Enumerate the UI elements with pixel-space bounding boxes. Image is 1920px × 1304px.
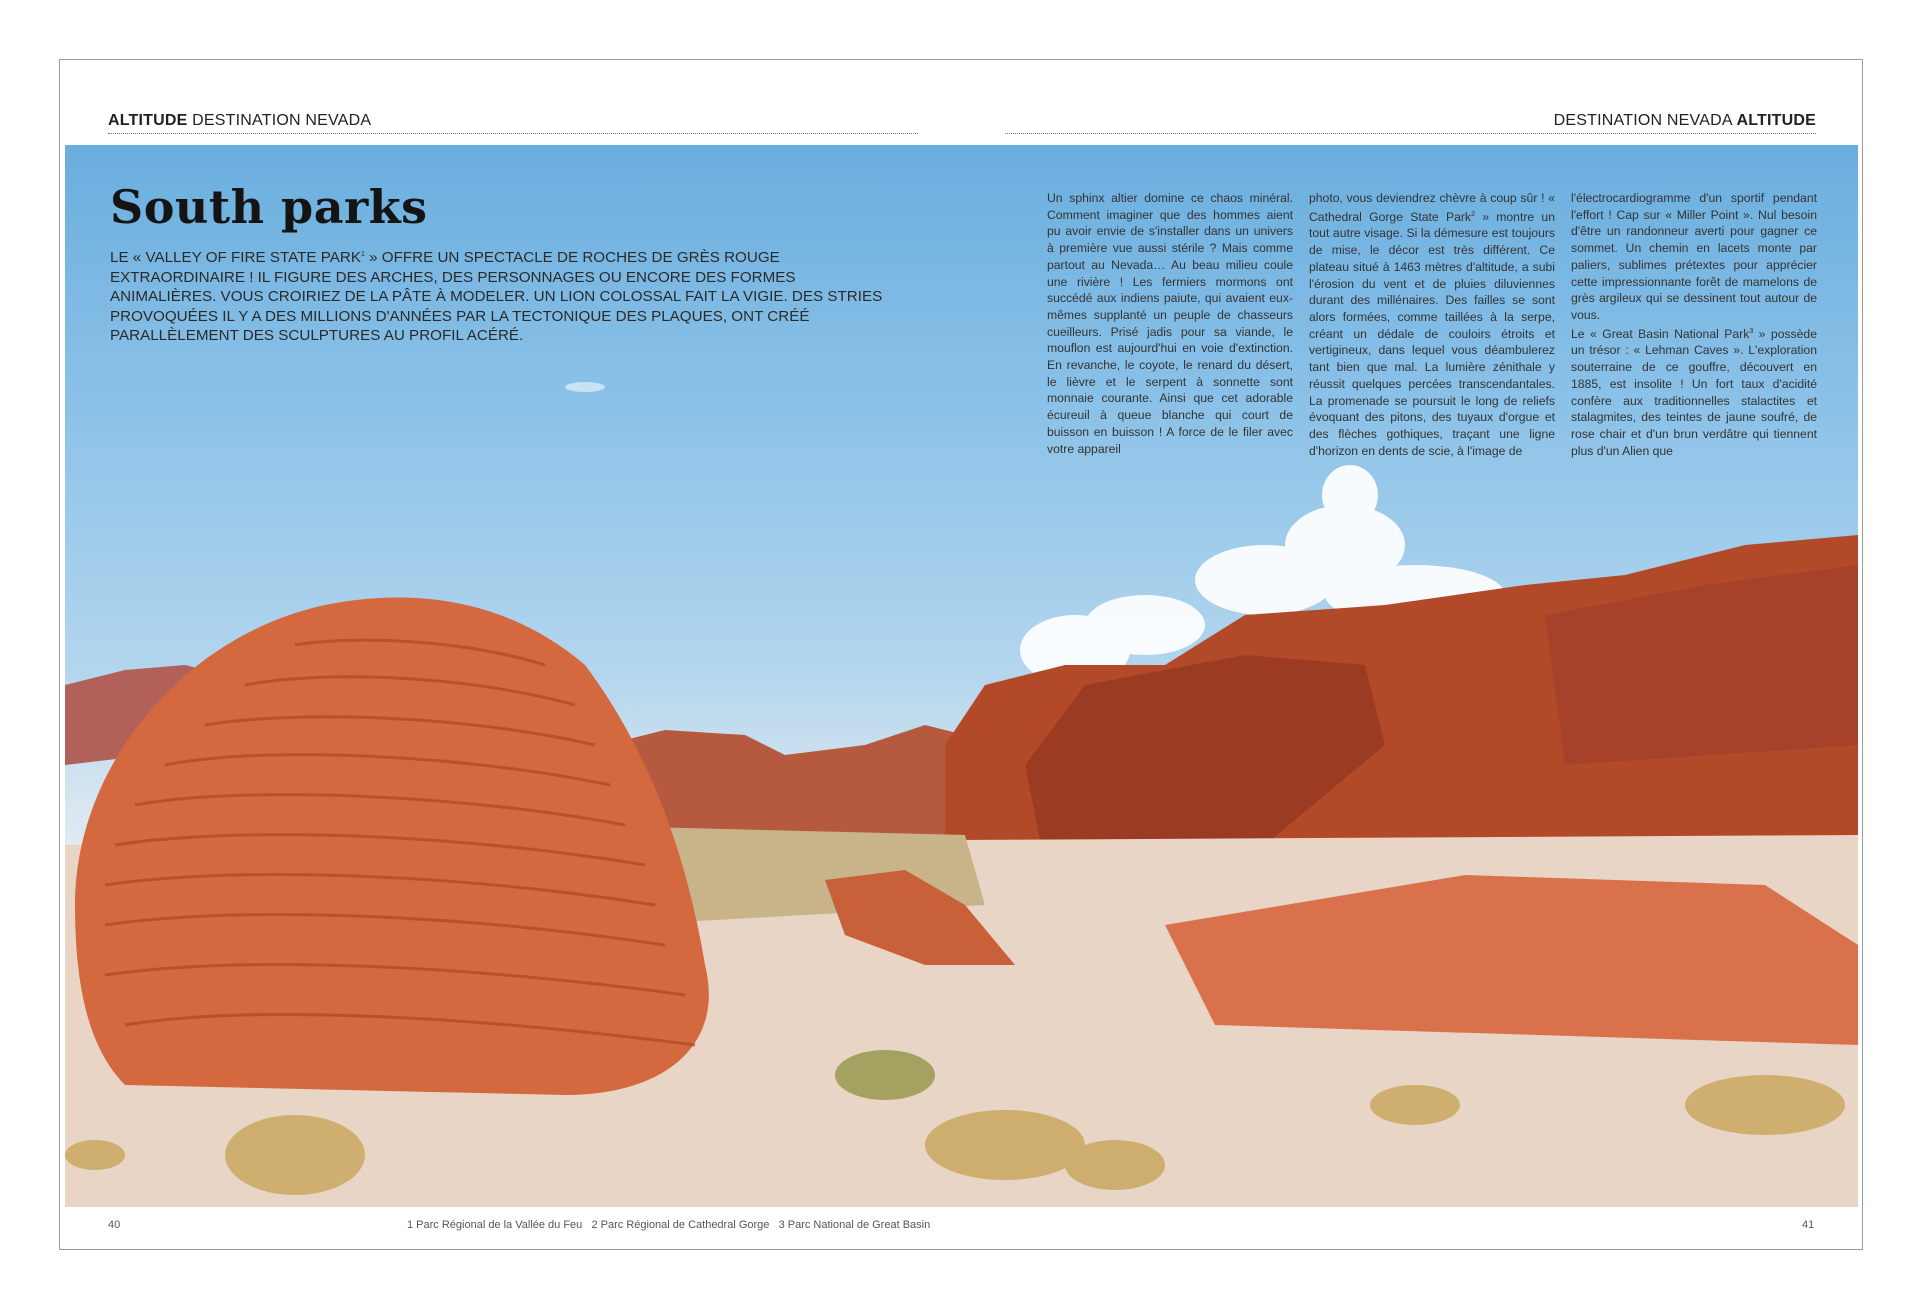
- body-column-2: photo, vous deviendrez chèvre à coup sûr ! « Cathedral Gorge State Park$^2$ » montre un tout autre visage. Si la démesure est toujours de mise, le décor est très différent. Ce plateau situé à 1463 mètres d'altitude, a subi l'érosion du vent et de pluies diluviennes durant des millénaires. Des failles se sont alors formées, comme taillées à la serpe, créant un dédale de couloirs étroits et vertigineux, dans lequel vous déambulerez tant bien que mal. La lumière zénithale y réussit quelques percées transcendantales. La promenade se poursuit le long de reliefs évoquant des pitons, des tuyaux d'orgue et des flèches gothiques, traçant une ligne d'horizon en dents de scie, à l'image de: [1309, 191, 1555, 458]
- page-number-left: 40: [108, 1219, 121, 1231]
- running-header-left: ALTITUDE DESTINATION NEVADA: [108, 112, 372, 129]
- footnotes: 1 Parc Régional de la Vallée du Feu 2 Parc Régional de Cathedral Gorge 3 Parc National de Great Basin: [407, 1219, 931, 1231]
- body-column-1: Un sphinx altier domine ce chaos minéral. Comment imaginer que des hommes aient pu avoir envie de s'installer dans un univers à première vue aussi stérile ? Mais comme partout au Nevada… Au beau milieu coule une rivière ! Les fermiers mormons ont succédé aux indiens paiute, qui avaient eux-mêmes supplanté un peuple de chasseurs cueilleurs. Prisé jadis pour sa viande, le mouflon est aujourd'hui en voie d'extinction. En revanche, le coyote, le renard du désert, le lièvre et le serpent à sonnette sont monnaie courante. Ainsi que cet adorable écureuil à queue blanche qui court de buisson en buisson ! A force de le filer avec votre appareil: [1047, 191, 1293, 456]
- page-number-right: 41: [1802, 1219, 1815, 1231]
- article-title: South parks: [110, 180, 428, 234]
- header-rule-left: [108, 133, 918, 134]
- header-rule-right: [1005, 133, 1816, 134]
- body-column-3: l'électrocardiogramme d'un sportif pendant l'effort ! Cap sur « Miller Point ». Nul besoin d'être un randonneur averti pour gagner ce sommet. Un chemin en lacets monte par paliers, sublimes prétextes pour apprécier cette impressionnante forêt de mamelons de grès argileux qui se dessinent tout autour de vous. Le « Great Basin National Park$^3$ » possède un trésor : « Lehman Caves ». L'exploration souterraine de ce gouffre, découvert en 1885, est insolite ! Un fort taux d'acidité confère aux traditionnelles stalactites et stalagmites, des teintes de jaune soufré, de rose chair et d'un brun verdâtre qui tiennent plus d'un Alien que: [1571, 191, 1817, 458]
- article-intro: LE « VALLEY OF FIRE STATE PARK$^1$ » OFFRE UN SPECTACLE DE ROCHES DE GRÈS ROUGE EXTRAORDINAIRE ! IL FIGURE DES ARCHES, DES PERSONNAGES OU ENCORE DES FORMES ANIMALIÈRES. VOUS CROIRIEZ DE LA PÂTE À MODELER. UN LION COLOSSAL FAIT LA VIGIE. DES STRIES PROVOQUÉES IL Y A DES MILLIONS D'ANNÉES PAR LA TECTONIQUE DES PLAQUES, ONT CRÉÉ PARALLÈLEMENT DES SCULPTURES AU PROFIL ACÉRÉ.: [110, 249, 883, 345]
- running-header-right: DESTINATION NEVADA ALTITUDE: [1553, 112, 1816, 129]
